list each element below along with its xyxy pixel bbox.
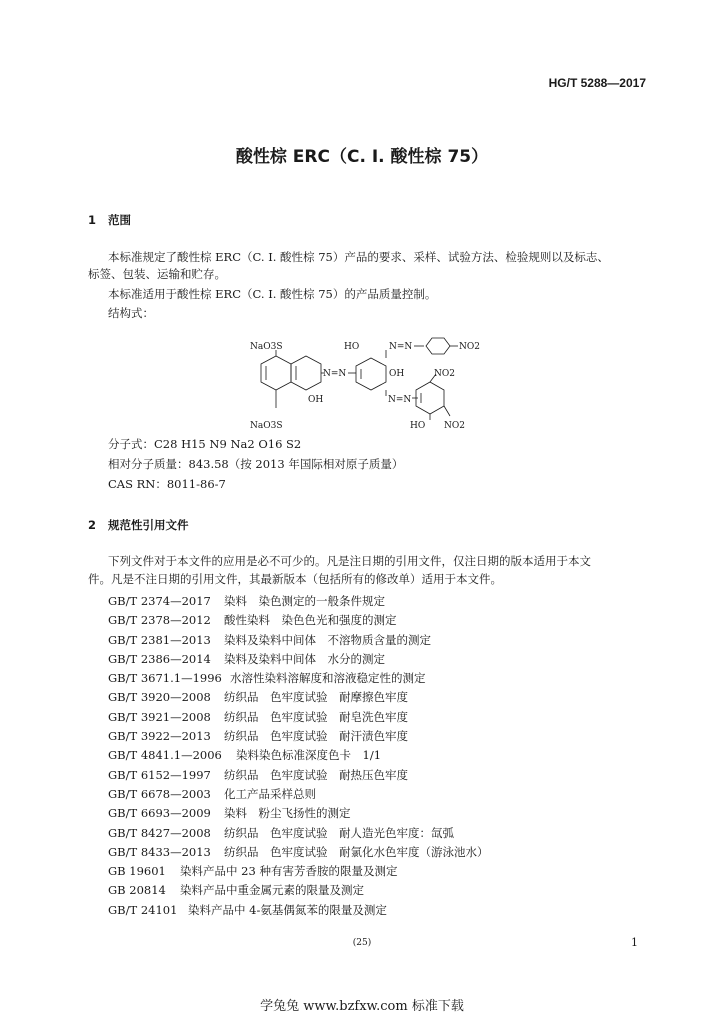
nitrophenyl-ring <box>426 338 450 354</box>
label-azo-top: N=N <box>389 342 413 352</box>
molecular-mass-line: 相对分子质量：843.58（按 2013 年国际相对原子质量） <box>108 457 404 471</box>
section-1-heading <box>88 212 131 228</box>
label-naso3-top: NaO3S <box>250 342 283 352</box>
label-ho-top: HO <box>344 342 360 352</box>
reference-code: GB/T 6678—2003 <box>108 786 211 801</box>
reference-code: GB/T 2378—2012 <box>108 613 211 628</box>
reference-code: GB/T 2381—2013 <box>108 632 211 647</box>
reference-code: GB/T 8427—2008 <box>108 825 211 840</box>
reference-item <box>108 881 489 900</box>
reference-code: GB/T 2386—2014 <box>108 651 211 666</box>
label-no2-bottom: NO2 <box>444 421 465 431</box>
reference-item <box>108 708 489 727</box>
page-index: 1 <box>631 936 638 949</box>
reference-title: 纺织品 色牢度试验 耐汗渍色牢度 <box>224 729 408 744</box>
reference-title: 染料及染料中间体 不溶物质含量的测定 <box>224 632 431 647</box>
reference-title: 纺织品 色牢度试验 耐皂洗色牢度 <box>224 709 408 724</box>
reference-code: GB/T 3921—2008 <box>108 709 211 724</box>
references-intro-line-1: 下列文件对于本文件的应用是必不可少的。凡是注日期的引用文件，仅注日期的版本适用于本文 <box>108 554 591 568</box>
reference-title: 染料染色标准深度色卡 1/1 <box>236 748 382 763</box>
section-2-heading <box>88 517 189 533</box>
label-azo-bottom: N=N <box>388 395 412 405</box>
reference-title: 纺织品 色牢度试验 耐摩擦色牢度 <box>224 690 408 705</box>
section-2-title: 规范性引用文件 <box>108 518 189 532</box>
naphthalene-ring-left <box>261 356 291 390</box>
reference-item <box>108 785 489 804</box>
label-oh-naphthalene: OH <box>308 395 324 405</box>
reference-item <box>108 824 489 843</box>
page-number: (25) <box>352 938 372 948</box>
reference-title: 染料产品中重金属元素的限量及测定 <box>180 883 364 898</box>
reference-code: GB 19601 <box>108 864 166 879</box>
reference-item <box>108 746 489 765</box>
reference-code: GB/T 6693—2009 <box>108 806 211 821</box>
reference-item <box>108 611 489 630</box>
dinitrophenol-ring <box>416 382 444 414</box>
reference-item <box>108 669 489 688</box>
scope-paragraph-2: 本标准适用于酸性棕 ERC（C. I. 酸性棕 75）的产品质量控制。 <box>108 287 437 301</box>
document-title: 酸性棕 ERC（C. I. 酸性棕 75） <box>235 147 489 167</box>
molecular-formula-line <box>108 436 301 453</box>
reference-code: GB/T 4841.1—2006 <box>108 748 222 763</box>
reference-item <box>108 727 489 746</box>
label-no2-right: NO2 <box>434 369 455 379</box>
reference-title: 酸性染料 染色色光和强度的测定 <box>224 613 397 628</box>
label-no2-top: NO2 <box>459 342 480 352</box>
reference-code: GB/T 6152—1997 <box>108 767 211 782</box>
normative-references-list <box>108 592 489 920</box>
reference-code: GB/T 3920—2008 <box>108 690 211 705</box>
reference-title: 染料 染色测定的一般条件规定 <box>224 594 385 608</box>
formula-label: 分子式： <box>108 437 154 451</box>
reference-item <box>108 804 489 823</box>
cas-number-line: CAS RN：8011-86-7 <box>108 477 226 491</box>
reference-item <box>108 843 489 862</box>
structure-label: 结构式： <box>108 306 154 320</box>
standard-code: HG/T 5288—2017 <box>548 76 646 90</box>
reference-title: 纺织品 色牢度试验 耐热压色牢度 <box>224 767 408 782</box>
reference-code: GB/T 2374—2017 <box>108 594 211 608</box>
reference-item <box>108 901 489 920</box>
label-oh-mid: OH <box>389 369 405 379</box>
reference-item <box>108 592 489 611</box>
reference-title: 化工产品采样总则 <box>224 786 316 801</box>
section-1-title: 范围 <box>108 213 132 227</box>
label-azo-left: N=N <box>323 369 347 379</box>
section-1-number: 1 <box>88 213 97 227</box>
central-benzene-ring <box>356 358 386 390</box>
label-naso3-bottom: NaO3S <box>250 421 283 431</box>
reference-code: GB 20814 <box>108 883 166 898</box>
reference-item <box>108 688 489 707</box>
reference-code: GB/T 3671.1—1996 <box>108 671 222 686</box>
references-intro-line-2: 件。凡是不注日期的引用文件，其最新版本（包括所有的修改单）适用于本文件。 <box>88 572 502 586</box>
reference-code: GB/T 24101 <box>108 902 178 917</box>
reference-title: 水溶性染料溶解度和溶液稳定性的测定 <box>230 671 426 686</box>
structural-formula-diagram <box>246 336 496 436</box>
label-ho-bottom: HO <box>410 421 426 431</box>
reference-item <box>108 631 489 650</box>
reference-title: 染料及染料中间体 水分的测定 <box>224 651 385 666</box>
reference-title: 染料产品中 23 种有害芳香胺的限量及测定 <box>180 864 398 879</box>
reference-title: 纺织品 色牢度试验 耐氯化水色牢度（游泳池水） <box>224 844 489 859</box>
scope-paragraph-1-line-1: 本标准规定了酸性棕 ERC（C. I. 酸性棕 75）产品的要求、采样、试验方法、检验规则以及标志、 <box>108 250 609 264</box>
scope-paragraph-1-line-2: 标签、包装、运输和贮存。 <box>88 267 226 281</box>
reference-item <box>108 650 489 669</box>
formula-value: C28 H15 N9 Na2 O16 S2 <box>154 437 302 451</box>
reference-code: GB/T 3922—2013 <box>108 729 211 744</box>
reference-code: GB/T 8433—2013 <box>108 844 211 859</box>
reference-item <box>108 862 489 881</box>
section-2-number: 2 <box>88 518 97 532</box>
reference-title: 纺织品 色牢度试验 耐人造光色牢度：氙弧 <box>224 825 454 840</box>
reference-item <box>108 766 489 785</box>
reference-title: 染料产品中 4-氨基偶氮苯的限量及测定 <box>188 902 387 917</box>
footer-watermark: 学兔兔 www.bzfxw.com 标准下载 <box>260 999 464 1014</box>
naphthalene-ring-right <box>291 356 321 390</box>
reference-title: 染料 粉尘飞扬性的测定 <box>224 806 351 821</box>
